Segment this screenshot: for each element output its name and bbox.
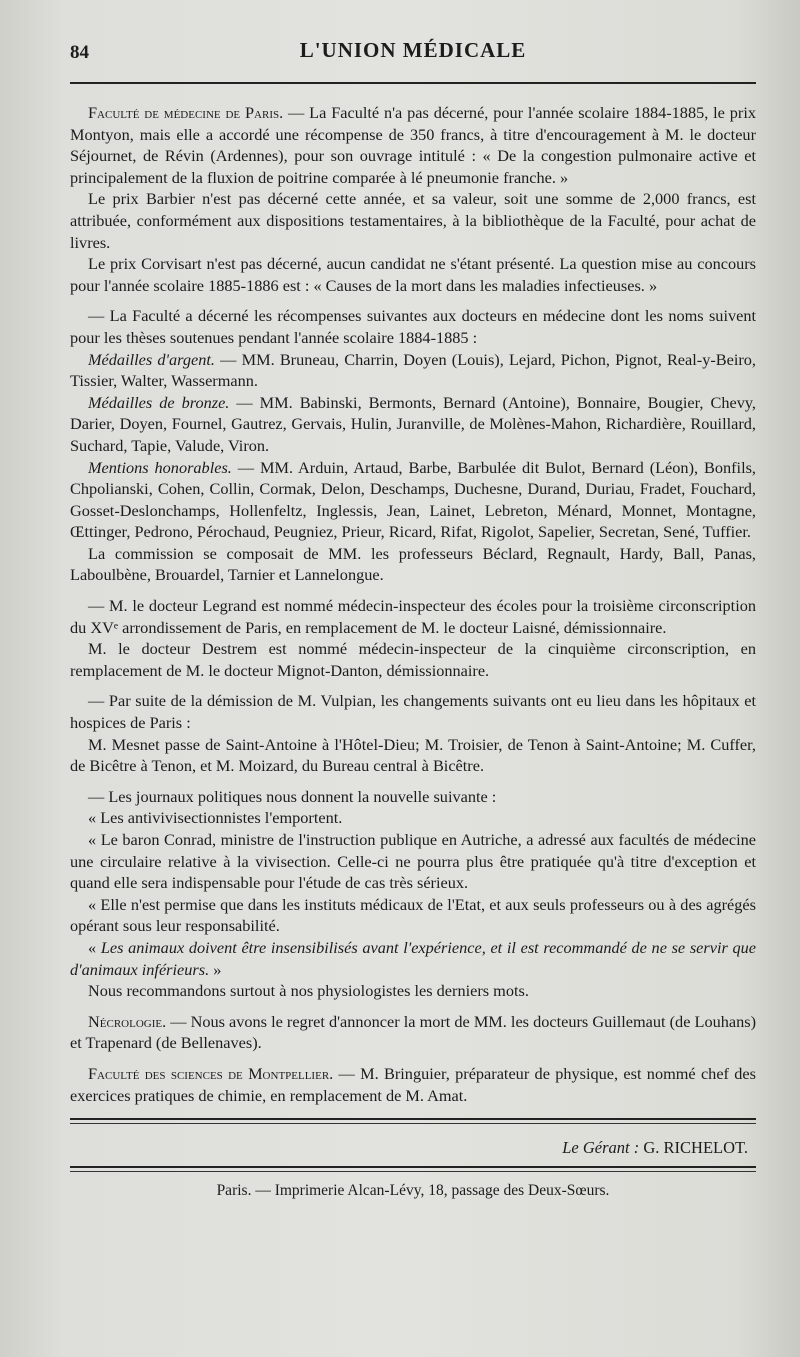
paragraph-text: — M. le docteur Legrand est nommé médecin-inspecteur des écoles pour la troisième circonscription du XVᵉ arrondissement de Paris, en remplacement de M. le docteur Laisné, démissionnaire. [70,596,756,637]
paragraph-text: — MM. Bruneau, Charrin, Doyen (Louis), Lejard, Pichon, Pignot, Real-y-Beiro, Tissier, Walter, Wassermann. [70,349,757,391]
paragraph [70,595,756,638]
paragraph-text: La commission se composait de MM. les professeurs Béclard, Regnault, Hardy, Ball, Panas, Laboulbène, Brouardel, Tarnier et Lannelongue. [70,543,756,585]
paragraph-italic-lead: Médailles de bronze. [88,392,230,412]
signature-name: G. RICHELOT. [643,1138,748,1158]
paragraph [70,734,756,777]
paragraph-italic-lead: Mentions honorables. [88,457,232,477]
paragraph [70,786,756,808]
paragraph [70,807,756,829]
paragraph-text: « Elle n'est permise que dans les instituts médicaux de l'Etat, et aux seuls professeurs ou à des agrégés opérant sous leur responsabilité. [70,894,756,936]
paragraph [70,980,756,1002]
paragraph-text: M. Mesnet passe de Saint-Antoine à l'Hôtel-Dieu; M. Troisier, de Tenon à Saint-Antoine; M. Cuffer, de Bicêtre à Tenon, et M. Moizard, du Bureau central à Bicêtre. [70,734,756,776]
paragraph [70,1063,756,1106]
paragraph-lead: Faculté de médecine de Paris. [88,103,284,122]
paragraph-text: Le prix Barbier n'est pas décerné cette année, et sa valeur, soit une somme de 2,000 francs, est attribuée, conformément aux dispositions testamentaires, à la bibliothèque de la Faculté, pour achat de livres. [70,189,756,252]
paragraph-text: — La Faculté a décerné les récompenses suivantes aux docteurs en médecine dont les noms suivent pour les thèses soutenues pendant l'année scolaire 1884-1885 : [70,306,756,347]
paragraph [70,543,756,586]
paragraph [70,188,756,253]
paragraph [70,102,756,188]
paragraph-text: « Les antivivisectionnistes l'emportent. [88,808,343,828]
paragraph [70,392,756,457]
signature-label: Le Gérant : [562,1138,640,1158]
page-number: 84 [70,42,89,63]
article-body [70,102,756,1106]
paragraph-text: Nous recommandons surtout à nos physiologistes les derniers mots. [88,981,529,1001]
imprint: Paris. — Imprimerie Alcan-Lévy, 18, passage des Deux-Sœurs. [216,1182,610,1200]
paragraph-italic-text: Les animaux doivent être insensibilisés avant l'expérience, et il est recommandé de ne se servir que d'animaux inférieurs. [70,937,756,979]
signature-rule-thin [70,1171,756,1172]
paragraph [70,638,756,681]
paragraph-text: — MM. Babinski, Bermonts, Bernard (Antoine), Bonnaire, Bougier, Chevy, Darier, Doyen, Fournel, Gautrez, Gervais, Hulin, Juranville, de Molènes-Mahon, Richardière, Rouillard, Suchard, Tapie, Valude, Viron. [70,392,757,455]
paragraph-text: » [209,959,222,979]
paragraph [70,305,756,348]
paragraph [70,253,756,296]
footer-rule-thin [70,1123,756,1124]
running-title: L'UNION MÉDICALE [299,38,527,62]
page-header [70,34,756,70]
header-rule [70,82,756,84]
paragraph [70,1011,756,1054]
footer-rule [70,1118,756,1120]
paragraph [70,349,756,392]
paragraph-text: Le prix Corvisart n'est pas décerné, aucun candidat ne s'étant présenté. La question mise au concours pour l'année scolaire 1885-1886 est : « Causes de la mort dans les maladies infectieuses. » [70,254,756,295]
paragraph-lead: Faculté des sciences de Montpellier. [88,1063,334,1083]
paragraph [70,457,756,543]
paragraph-text: — Les journaux politiques nous donnent la nouvelle suivante : [88,786,497,806]
signature-rule [70,1166,756,1168]
signature [70,1138,748,1158]
paragraph [70,829,756,894]
paragraph-text: — MM. Arduin, Artaud, Barbe, Barbulée dit Bulot, Bernard (Léon), Bonfils, Chpolianski, Cohen, Collin, Cormak, Delon, Deschamps, Duchesne, Durand, Duriau, Fradet, Fouchard, Gosset-Deslonchamps, Hollenfeltz, Inglessis, Jean, Lainet, Lebreton, Ménard, Monnet, Montagne, Œttinger, Pedrono, Pérochaud, Peugniez, Prieur, Ricard, Rifat, Rigolot, Sapelier, Secretan, Sené, Tuffier. [70,457,757,542]
paragraph [70,937,756,980]
paragraph [70,690,756,733]
paragraph-italic-lead: Médailles d'argent. [88,349,215,369]
paragraph-lead: « [88,937,101,957]
paragraph-text: — Nous avons le regret d'annoncer la mort de MM. les docteurs Guillemaut (de Louhans) et Trapenard (de Bellenaves). [70,1011,756,1053]
paragraph-text: — La Faculté n'a pas décerné, pour l'année scolaire 1884-1885, le prix Montyon, mais elle a accordé une récompense de 350 francs, à titre d'encouragement à M. le docteur Séjournet, de Révin (Ardennes), pour son ouvrage intitulé : « De la congestion pulmonaire active et principalement de la fluxion de poitrine comparée à lé pneumonie franche. » [70,103,756,187]
paragraph-text: — Par suite de la démission de M. Vulpian, les changements suivants ont eu lieu dans les hôpitaux et hospices de Paris : [70,691,756,733]
paragraph-text: M. le docteur Destrem est nommé médecin-inspecteur de la cinquième circonscription, en remplacement de M. le docteur Mignot-Danton, démissionnaire. [70,639,756,680]
paragraph-lead: Nécrologie. [88,1011,167,1031]
paragraph-text: « Le baron Conrad, ministre de l'instruction publique en Autriche, a adressé aux facultés de médecine une circulaire relative à la vivisection. Celle-ci ne pourra plus être pratiquée qu'à titre d'exception et quand elle sera indispensable pour l'étude de cas très sérieux. [70,830,756,893]
paragraph-text: — M. Bringuier, préparateur de physique, est nommé chef des exercices pratiques de chimie, en remplacement de M. Amat. [70,1063,756,1105]
paragraph [70,894,756,937]
